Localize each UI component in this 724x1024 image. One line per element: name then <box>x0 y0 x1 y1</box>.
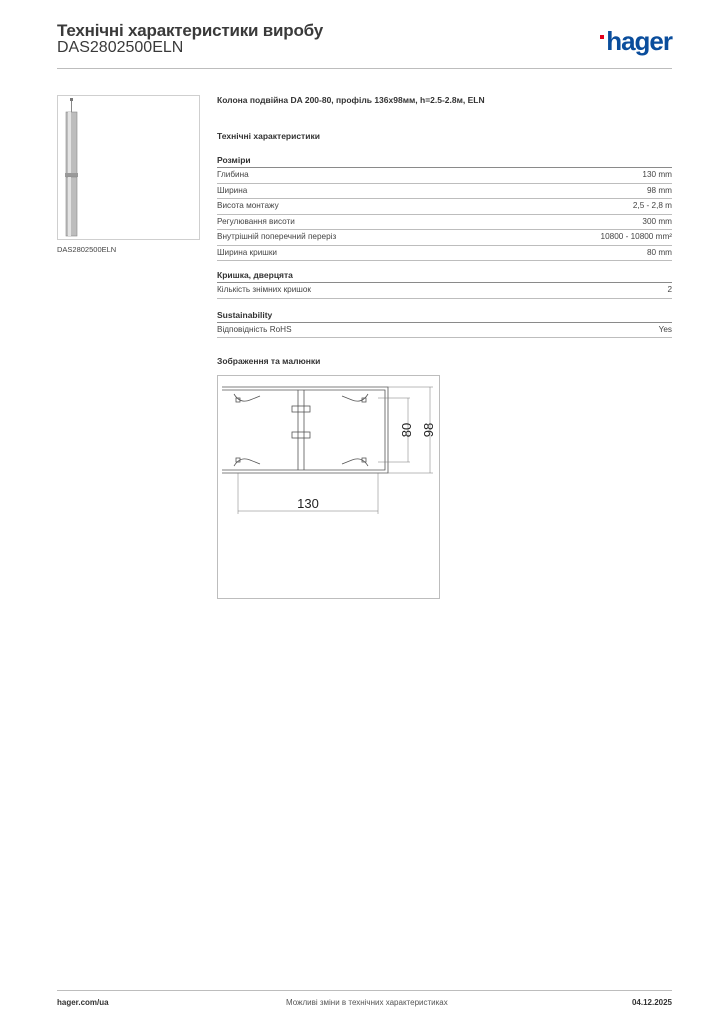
drawings-title: Зображення та малюнки <box>217 356 321 366</box>
spec-row <box>217 215 672 231</box>
dimension-width-label: 130 <box>297 496 319 511</box>
footer-divider <box>57 990 672 991</box>
spec-row <box>217 323 672 339</box>
group-title: Sustainability <box>217 310 672 323</box>
spec-value: 2,5 - 2,8 m <box>632 201 672 210</box>
thumbnail-caption: DAS2802500ELN <box>57 245 117 254</box>
dimension-height-label: 98 <box>421 422 436 438</box>
spec-row <box>217 168 672 184</box>
spec-value: 10800 - 10800 mm² <box>600 232 672 241</box>
column-product-image <box>58 96 199 239</box>
technical-drawing[interactable] <box>217 375 440 599</box>
spec-label: Ширина <box>217 185 248 195</box>
spec-label: Кількість знімних кришок <box>217 285 312 294</box>
spec-row <box>217 199 672 215</box>
spec-content <box>217 95 672 366</box>
spec-label: Внутрішній поперечний переріз <box>217 232 337 241</box>
spec-value: 130 mm <box>642 170 672 179</box>
group-sustainability <box>217 310 672 339</box>
page-title: Технічні характеристики виробу <box>57 21 323 40</box>
spec-row <box>217 246 672 262</box>
product-code: DAS2802500ELN <box>57 39 184 56</box>
spec-row <box>217 230 672 246</box>
spec-label: Регулювання висоти <box>217 216 295 226</box>
spec-label: Ширина кришки <box>217 247 277 257</box>
spec-section-title: Технічні характеристики <box>217 131 320 141</box>
spec-value: 98 mm <box>646 185 672 195</box>
hager-logo[interactable] <box>600 26 672 57</box>
product-thumbnail[interactable] <box>57 95 200 240</box>
group-title: Кришка, дверцята <box>217 270 672 283</box>
group-title: Розміри <box>217 155 672 168</box>
spec-value: 80 mm <box>646 247 672 257</box>
group-dimensions <box>217 155 672 261</box>
spec-value: 300 mm <box>642 216 672 226</box>
spec-label: Глибина <box>217 170 249 179</box>
spec-row <box>217 184 672 200</box>
logo-text: hager <box>606 26 672 56</box>
logo-dot-icon <box>600 35 604 39</box>
header-divider <box>57 68 672 69</box>
spec-value: 2 <box>667 285 672 294</box>
product-title: Колона подвійна DA 200-80, профіль 136х98мм, h=2.5-2.8м, ELN <box>217 95 485 105</box>
footer-website-link[interactable]: hager.com/ua <box>57 998 109 1007</box>
dimension-inner-label: 80 <box>399 422 414 438</box>
footer-disclaimer: Можливі зміни в технічних характеристиках <box>286 998 448 1007</box>
profile-cross-section <box>218 376 439 598</box>
spec-value: Yes <box>658 324 672 334</box>
spec-label: Відповідність RoHS <box>217 324 292 334</box>
footer-date: 04.12.2025 <box>631 998 672 1007</box>
group-cover <box>217 270 672 299</box>
spec-label: Висота монтажу <box>217 201 279 210</box>
spec-row <box>217 283 672 299</box>
